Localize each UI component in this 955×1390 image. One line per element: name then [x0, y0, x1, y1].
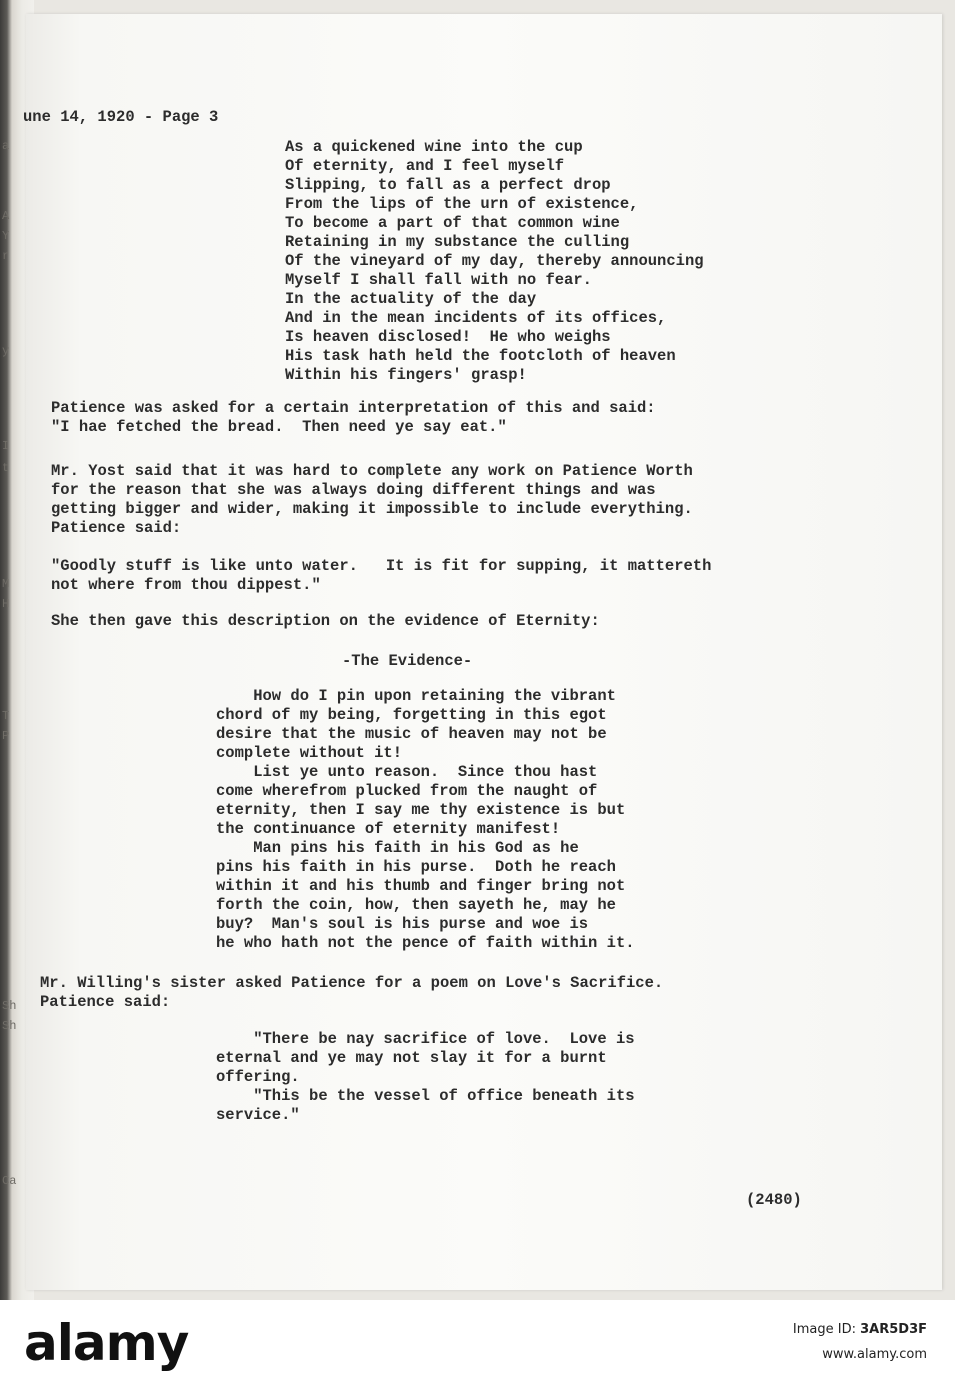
sacrifice-line: eternal and ye may not slay it for a burnt [216, 1049, 607, 1067]
evidence-line: eternity, then I say me thy existence is but [216, 801, 626, 819]
poem-line: Is heaven disclosed! He who weighs [285, 328, 611, 346]
paragraph-line: "I hae fetched the bread. Then need ye say eat." [51, 418, 507, 436]
paragraph-line: getting bigger and wider, making it impossible to include everything. [51, 500, 693, 518]
paragraph-line: Patience said: [40, 993, 171, 1011]
evidence-line: pins his faith in his purse. Doth he reach [216, 858, 616, 876]
sacrifice-line: offering. [216, 1068, 300, 1086]
quote-line: "Goodly stuff is like unto water. It is fit for supping, it mattereth [51, 557, 712, 575]
sacrifice-line: "This be the vessel of office beneath its [216, 1087, 635, 1105]
under-mark: M [2, 577, 10, 591]
image-id-row [793, 1318, 927, 1343]
poem-line: Myself I shall fall with no fear. [285, 271, 592, 289]
evidence-line: complete without it! [216, 744, 403, 762]
poem-line: From the lips of the urn of existence, [285, 195, 639, 213]
poem-line: Within his fingers' grasp! [285, 366, 527, 384]
evidence-line: desire that the music of heaven may not be [216, 725, 607, 743]
poem-line: His task hath held the footcloth of heaven [285, 347, 676, 365]
paragraph-line: Mr. Yost said that it was hard to complete any work on Patience Worth [51, 462, 693, 480]
page-number: (2480) [746, 1191, 802, 1209]
paragraph-line: Mr. Willing's sister asked Patience for a poem on Love's Sacrifice. [40, 974, 664, 992]
typewritten-page [23, 14, 942, 1290]
under-mark: Y [2, 229, 10, 243]
quote-line: not where from thou dippest." [51, 576, 321, 594]
evidence-line: he who hath not the pence of faith within it. [216, 934, 635, 952]
evidence-line: Man pins his faith in his God as he [216, 839, 579, 857]
under-mark: t [2, 461, 10, 475]
paragraph-line: Patience was asked for a certain interpretation of this and said: [51, 399, 656, 417]
evidence-line: come wherefrom plucked from the naught of [216, 782, 598, 800]
poem-line: As a quickened wine into the cup [285, 138, 583, 156]
under-mark: P [2, 729, 10, 743]
poem-line: Retaining in my substance the culling [285, 233, 630, 251]
alamy-logo: alamy [24, 1314, 189, 1372]
evidence-line: chord of my being, forgetting in this egot [216, 706, 607, 724]
under-mark: r [2, 249, 10, 263]
image-id-value: 3AR5D3F [860, 1322, 927, 1337]
evidence-line: buy? Man's soul is his purse and woe is [216, 915, 589, 933]
poem-line: Of eternity, and I feel myself [285, 157, 565, 175]
evidence-intro: She then gave this description on the evidence of Eternity: [51, 612, 600, 630]
poem-line: Slipping, to fall as a perfect drop [285, 176, 611, 194]
poem-line: Of the vineyard of my day, thereby announcing [285, 252, 704, 270]
under-mark: y [2, 344, 10, 358]
evidence-line: How do I pin upon retaining the vibrant [216, 687, 616, 705]
under-mark: Ca [2, 1174, 17, 1188]
sacrifice-line: service." [216, 1106, 300, 1124]
evidence-line: List ye unto reason. Since thou hast [216, 763, 598, 781]
under-mark: T [2, 709, 10, 723]
poem-line: To become a part of that common wine [285, 214, 620, 232]
evidence-title: -The Evidence- [342, 652, 473, 670]
poem-line: In the actuality of the day [285, 290, 537, 308]
evidence-line: the continuance of eternity manifest! [216, 820, 561, 838]
paragraph-line: for the reason that she was always doing different things and was [51, 481, 656, 499]
evidence-line: forth the coin, how, then sayeth he, may he [216, 896, 616, 914]
sacrifice-line: "There be nay sacrifice of love. Love is [216, 1030, 635, 1048]
under-mark: Sh [2, 999, 17, 1013]
stock-footer [0, 1300, 955, 1390]
under-mark: Sh [2, 1019, 17, 1033]
paragraph-line: Patience said: [51, 519, 182, 537]
under-mark: a [2, 139, 10, 153]
image-info [793, 1318, 927, 1367]
underlying-page-edge [0, 90, 24, 1240]
poem-line: And in the mean incidents of its offices, [285, 309, 667, 327]
under-mark: I [2, 439, 10, 453]
site-url: www.alamy.com [822, 1346, 927, 1362]
image-id-label: Image ID: [792, 1322, 856, 1337]
under-mark: A [2, 209, 10, 223]
under-mark: H [2, 597, 10, 611]
evidence-line: within it and his thumb and finger bring not [216, 877, 626, 895]
page-header: une 14, 1920 - Page 3 [23, 108, 219, 126]
